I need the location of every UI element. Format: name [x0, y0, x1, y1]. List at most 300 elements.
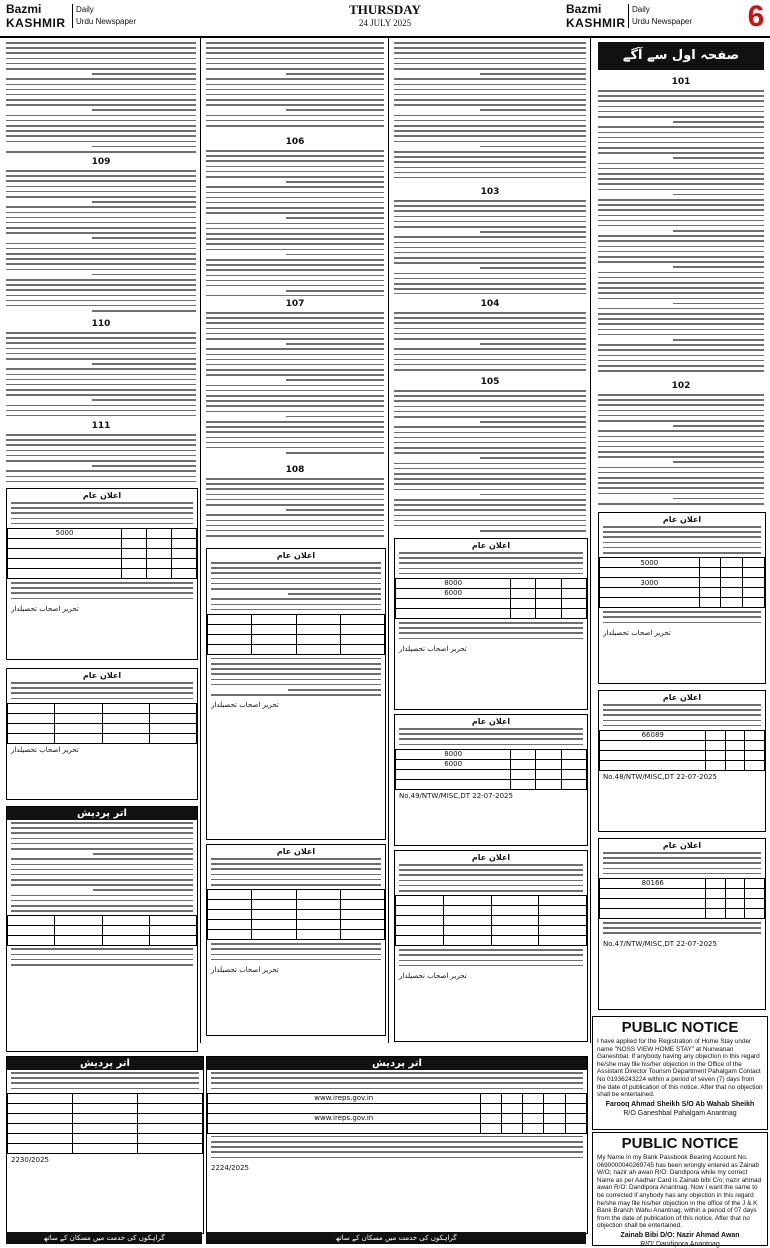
text-line [6, 379, 196, 381]
notice-box [206, 844, 386, 1036]
public-notice-signer: Zainab Bibi D/O: Nazir Ahmad Awan [620, 1231, 740, 1239]
text-line [598, 209, 764, 211]
text-line [211, 1072, 583, 1074]
tender-heading: اتر پردیش [207, 1057, 587, 1070]
text-line [206, 359, 384, 361]
text-line [92, 399, 197, 401]
text-line [399, 880, 583, 882]
text-line [11, 687, 193, 689]
text-line [11, 879, 193, 881]
text-line [211, 588, 381, 590]
text-line [394, 463, 586, 465]
text-line [598, 132, 764, 134]
text-line [394, 437, 586, 439]
text-line [6, 279, 196, 281]
article-col3-top [206, 42, 384, 130]
notice-heading: اعلان عام [471, 541, 511, 550]
tender-notice-bottom-center [206, 1056, 588, 1234]
text-line [394, 520, 586, 522]
issue-date [300, 2, 470, 28]
text-line [394, 200, 586, 202]
text-line [211, 959, 381, 961]
text-line [206, 333, 384, 335]
article-105 [394, 374, 586, 534]
text-line [598, 467, 764, 469]
text-line [6, 384, 196, 386]
notice-heading: اعلان عام [82, 671, 122, 680]
text-line [394, 120, 586, 122]
text-line [6, 78, 196, 80]
text-line [399, 890, 583, 892]
text-line [603, 536, 761, 538]
text-line [6, 196, 196, 198]
text-line [598, 349, 764, 351]
text-line [206, 488, 384, 490]
text-line [394, 509, 586, 511]
notice-heading: اعلان عام [82, 491, 122, 500]
text-line [394, 328, 586, 330]
text-line [598, 365, 764, 367]
text-line [394, 68, 586, 70]
text-line [673, 461, 764, 463]
text-line [206, 52, 384, 54]
text-line [11, 502, 193, 504]
text-line [598, 420, 764, 422]
text-line [394, 489, 586, 491]
text-line [394, 333, 586, 335]
text-line [598, 344, 764, 346]
text-line [673, 425, 764, 427]
text-line [598, 173, 764, 175]
text-line [11, 959, 193, 961]
text-line [598, 215, 764, 217]
notice-table [599, 878, 765, 919]
text-line [394, 47, 586, 49]
tender-notice-box [6, 806, 198, 1052]
public-notice-signer: Farooq Ahmad Sheikh S/O Ab Wahab Sheikh [605, 1100, 755, 1108]
text-line [11, 507, 193, 509]
text-line [399, 960, 583, 962]
text-line [6, 394, 196, 396]
text-line [11, 884, 193, 886]
text-line [598, 456, 764, 458]
brand-logo-right [566, 2, 693, 30]
text-line [11, 838, 193, 840]
text-line [206, 437, 384, 439]
notice-value: 66089 [600, 730, 706, 740]
notice-table [395, 578, 587, 619]
text-line [211, 572, 381, 574]
text-line [211, 868, 381, 870]
article-106 [206, 134, 384, 296]
text-line [206, 197, 384, 199]
notice-table [7, 528, 197, 579]
text-line [603, 862, 761, 864]
text-line [394, 447, 586, 449]
text-line [6, 410, 196, 412]
text-line [286, 290, 384, 292]
text-line [480, 457, 586, 459]
text-line [206, 78, 384, 80]
text-line [598, 451, 764, 453]
text-line [6, 141, 196, 143]
notice-value: 8000 [396, 749, 511, 759]
text-line [394, 452, 586, 454]
text-line [6, 374, 196, 376]
brand-logo-left [6, 2, 137, 30]
text-line [6, 481, 196, 482]
public-notice-title: PUBLIC NOTICE [621, 1019, 739, 1036]
text-line [598, 235, 764, 237]
text-line [603, 611, 761, 613]
text-line [206, 348, 384, 350]
text-line [598, 410, 764, 412]
text-line [206, 202, 384, 204]
text-line [11, 874, 193, 876]
tender-heading: اتر پردیش [7, 807, 197, 820]
text-line [598, 147, 764, 149]
notice-heading: اعلان عام [662, 841, 702, 850]
article-108 [206, 462, 384, 540]
text-line [394, 236, 586, 238]
text-line [206, 68, 384, 70]
text-line [603, 714, 761, 716]
notice-box [598, 838, 766, 1010]
text-line [399, 954, 583, 956]
text-line [480, 146, 586, 148]
text-line [206, 374, 384, 376]
text-line [394, 58, 586, 60]
public-notice-title: PUBLIC NOTICE [621, 1135, 739, 1152]
text-line [11, 592, 193, 594]
notice-heading: اعلان عام [662, 515, 702, 524]
text-line [394, 63, 586, 65]
text-line [394, 94, 586, 96]
text-line [603, 547, 761, 549]
text-line [206, 275, 384, 277]
text-line [6, 94, 196, 96]
text-line [673, 194, 764, 196]
notice-value: 5000 [600, 558, 700, 568]
text-line [211, 1082, 583, 1084]
text-line [394, 426, 586, 428]
notice-box [394, 850, 588, 1042]
notice-ref-text: No.48/NTW/MISC,DT [603, 772, 675, 781]
text-line [394, 210, 586, 212]
text-line [673, 303, 764, 305]
text-line [598, 477, 764, 479]
text-line [399, 622, 583, 624]
text-line [286, 343, 384, 345]
text-line [206, 63, 384, 65]
text-line [92, 109, 197, 111]
text-line [598, 482, 764, 484]
text-line [206, 160, 384, 162]
text-line [6, 248, 196, 250]
text-line [11, 905, 193, 907]
text-line [6, 84, 196, 86]
text-line [211, 954, 381, 956]
story-number: 107 [285, 299, 305, 309]
text-line [206, 89, 384, 91]
text-line [603, 852, 761, 854]
text-line [598, 163, 764, 165]
brand-subtitle [72, 4, 166, 28]
notice-box [598, 512, 766, 684]
text-line [673, 230, 764, 232]
text-line [394, 115, 586, 117]
text-line [598, 225, 764, 227]
text-line [598, 487, 764, 489]
notice-ref-text: No.47/NTW/MISC,DT [603, 939, 675, 948]
text-line [206, 395, 384, 397]
text-line [394, 205, 586, 207]
text-line [6, 232, 196, 234]
text-line [394, 125, 586, 127]
text-line [206, 166, 384, 168]
column-rule [200, 38, 201, 1043]
text-line [211, 604, 381, 606]
text-line [598, 168, 764, 170]
text-line [598, 189, 764, 191]
text-line [6, 151, 196, 153]
text-line [603, 709, 761, 711]
text-line [6, 305, 196, 307]
text-line [211, 879, 381, 881]
text-line [394, 283, 586, 285]
text-line [603, 542, 761, 544]
public-notice-body: I have applied for the Registration of Home Stay under name "NOSS VIEW HOME STAY" at Nunwanan Ganeshbal. If anybody having any objection in this regard he/she may file his/her objection in the Office of the Assistant Director Tourism Department Pahalgam Contact No 01936243224 within a period of seven (7) days from the date of publication of this notice. After that no objection shall be entertained. [597, 1038, 763, 1099]
text-line [288, 689, 382, 691]
text-line [11, 864, 193, 866]
text-line [206, 431, 384, 433]
text-line [598, 256, 764, 258]
text-line [211, 1136, 583, 1138]
text-line [394, 515, 586, 517]
text-line [394, 156, 586, 158]
text-line [288, 593, 382, 595]
text-line [480, 73, 586, 75]
text-line [206, 233, 384, 235]
text-line [673, 266, 764, 268]
notice-table [599, 730, 765, 771]
text-line [211, 1157, 583, 1159]
text-line [11, 848, 193, 850]
tender-site-link[interactable]: www.ireps.gov.in [208, 1113, 481, 1123]
notice-signature: تحریر اصحاب تحصیلدار [211, 701, 279, 710]
text-line [598, 360, 764, 362]
text-line [394, 478, 586, 480]
text-line [6, 269, 196, 271]
text-line [603, 552, 761, 554]
text-line [206, 405, 384, 407]
text-line [6, 415, 196, 416]
notice-table [599, 557, 765, 608]
story-number: 101 [671, 77, 691, 87]
story-number: 102 [671, 381, 691, 391]
text-line [206, 390, 384, 392]
text-line [92, 237, 197, 239]
text-line [394, 395, 586, 397]
text-line [598, 95, 764, 97]
text-line [206, 150, 384, 152]
notice-signature: تحریر اصحاب تحصیلدار [399, 644, 467, 653]
text-line [603, 725, 761, 727]
text-line [286, 509, 384, 511]
text-line [11, 895, 193, 897]
text-line [6, 450, 196, 452]
public-notice-body: My Name in my Bank Passbook Bearing Account No. 0690000040269745 has been wrongly entered as Zainab W/O; nazir ah awan R/O: Dandipora while my correct Name as per Aadhar Card is Zainab bibi C/o; nazir ahmad awan R/O: Dandipora Anantnag. Now I want the same to be corrected if anybody has any objection in this regard he/she may file his/her objection in the office of the J & K Bank Branch Wahu Anantnag, within a period of 07 days from the date of publication of this notice. After that no objection shall be entertained. [597, 1154, 762, 1230]
story-number: 108 [285, 465, 305, 475]
text-line [394, 42, 586, 44]
text-line [6, 243, 196, 245]
text-line [394, 468, 586, 470]
text-line [6, 170, 196, 172]
text-line [211, 609, 381, 611]
issue-day: THURSDAY [349, 2, 421, 17]
text-line [603, 857, 761, 859]
text-line [6, 263, 196, 265]
text-line [211, 578, 381, 580]
text-line [598, 313, 764, 315]
text-line [394, 473, 586, 475]
text-line [673, 157, 764, 159]
text-line [11, 869, 193, 871]
text-line [6, 295, 196, 297]
text-line [394, 226, 586, 228]
text-line [11, 698, 193, 700]
text-line [399, 869, 583, 871]
text-line [6, 476, 196, 478]
notice-box [394, 538, 588, 710]
text-line [206, 192, 384, 194]
text-line [598, 415, 764, 417]
text-line [92, 146, 197, 148]
brand-subtitle-right [628, 4, 722, 28]
notice-box [6, 488, 198, 660]
text-line [598, 394, 764, 396]
article-col4-top [6, 42, 196, 154]
text-line [598, 178, 764, 180]
text-line [11, 692, 193, 694]
text-line [6, 444, 196, 446]
text-line [286, 109, 384, 111]
article-111 [6, 418, 196, 482]
text-line [399, 627, 583, 629]
text-line [6, 337, 196, 339]
text-line [286, 379, 384, 381]
text-line [394, 172, 586, 174]
text-line [598, 183, 764, 185]
text-line [394, 177, 586, 179]
text-line [6, 212, 196, 214]
text-line [206, 411, 384, 413]
text-line [603, 932, 761, 934]
text-line [598, 261, 764, 263]
text-line [206, 104, 384, 106]
tender-table [7, 1093, 203, 1154]
text-line [6, 130, 196, 132]
sub-daily: Daily [76, 5, 94, 14]
text-line [206, 223, 384, 225]
text-line [399, 552, 583, 554]
text-line [598, 199, 764, 201]
article-col2-top [394, 42, 586, 182]
text-line [206, 400, 384, 402]
text-line [394, 364, 586, 366]
text-line [206, 338, 384, 340]
text-line [598, 441, 764, 443]
text-line [11, 682, 193, 684]
text-line [603, 927, 761, 929]
text-line [6, 289, 196, 291]
text-line [206, 504, 384, 506]
article-110 [6, 316, 196, 416]
notice-value: 6000 [396, 588, 511, 598]
text-line [6, 470, 196, 472]
text-line [6, 120, 196, 122]
text-line [6, 284, 196, 286]
text-line [206, 171, 384, 173]
text-line [206, 84, 384, 86]
text-line [206, 514, 384, 516]
tender-site-link[interactable]: www.ireps.gov.in [208, 1093, 481, 1103]
issue-date-text: 24 JULY 2025 [358, 18, 412, 28]
text-line [11, 827, 193, 829]
text-line [286, 217, 384, 219]
text-line [206, 212, 384, 214]
text-line [480, 267, 586, 269]
text-line [206, 186, 384, 188]
text-line [93, 853, 193, 855]
column-rule [388, 38, 389, 1043]
text-line [399, 744, 583, 746]
text-line [394, 432, 586, 434]
text-line [598, 298, 764, 300]
text-line [211, 562, 381, 564]
text-line [211, 679, 381, 681]
text-line [399, 949, 583, 951]
text-line [206, 259, 384, 261]
story-number: 106 [285, 137, 305, 147]
text-line [206, 120, 384, 122]
notice-heading: اعلان عام [471, 853, 511, 862]
text-line [206, 238, 384, 240]
brand-name-line2: KASHMIR [6, 16, 66, 30]
text-line [206, 269, 384, 271]
text-line [399, 632, 583, 634]
text-line [598, 126, 764, 128]
notice-table [207, 614, 385, 655]
story-number: 104 [480, 299, 500, 309]
text-line [598, 334, 764, 336]
text-line [211, 884, 381, 886]
text-line [206, 478, 384, 480]
article-107 [206, 296, 384, 456]
text-line [598, 370, 764, 372]
text-line [598, 323, 764, 325]
notice-ref-text: No.49/NTW/MISC,DT [399, 791, 471, 800]
notice-table [207, 889, 385, 940]
notice-signature: تحریر اصحاب تحصیلدار [603, 628, 671, 637]
text-line [598, 116, 764, 118]
text-line [211, 694, 381, 696]
text-line [11, 1077, 199, 1079]
text-line [394, 359, 586, 361]
text-line [206, 58, 384, 60]
text-line [6, 439, 196, 441]
text-line [206, 94, 384, 96]
